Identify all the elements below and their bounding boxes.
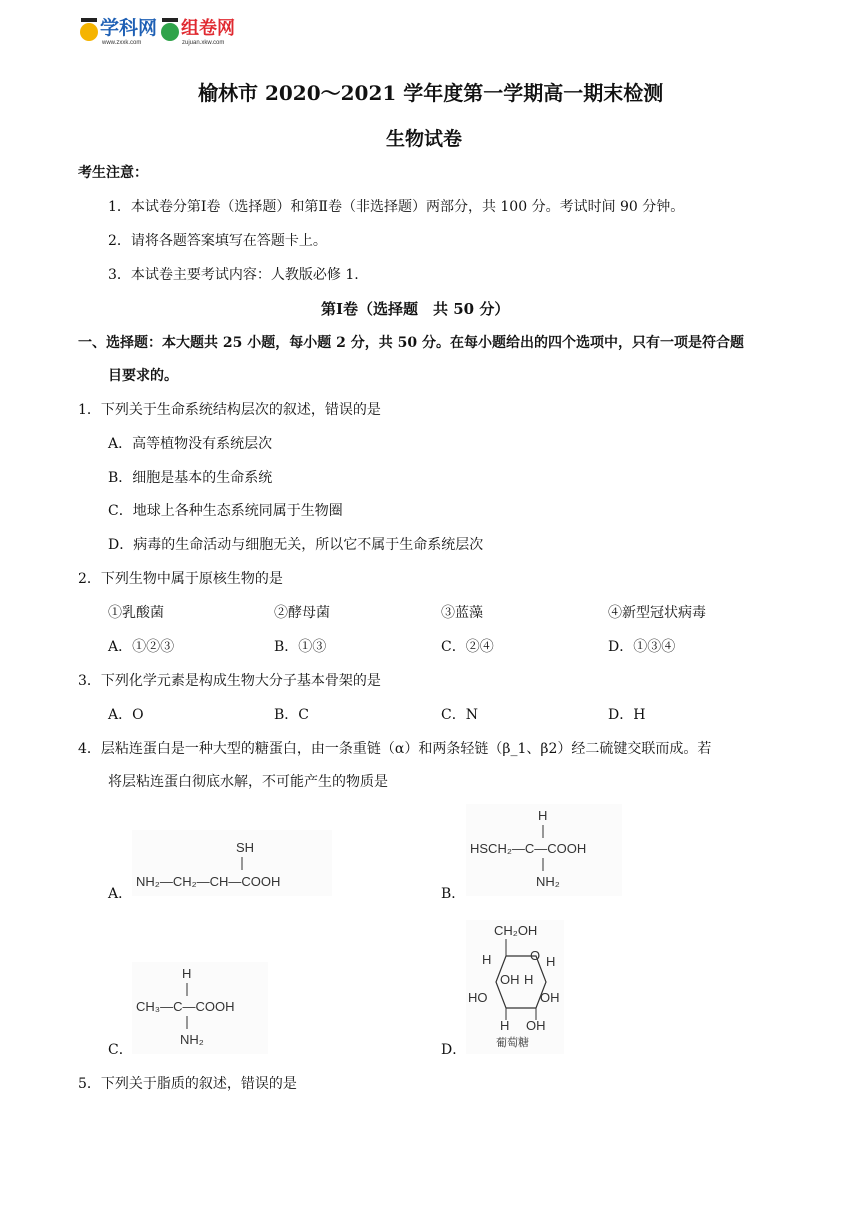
option-c-label: C． — [108, 1042, 133, 1058]
logo-graphic — [78, 12, 250, 46]
question-stem: 1．下列关于生命系统结构层次的叙述，错误的是 — [78, 402, 381, 418]
question-stem: 4．层粘连蛋白是一种大型的糖蛋白，由一条重链（α）和两条轻链（β_1、β2）经二硫键交联而成。若 — [78, 741, 712, 757]
formula-a-image — [132, 830, 332, 896]
glucose-ho: HO — [468, 990, 488, 1005]
option-a: A．①②③ — [108, 639, 175, 655]
glucose-oh: OH — [526, 1018, 546, 1033]
question-stem: 2．下列生物中属于原核生物的是 — [78, 571, 283, 587]
formula-c-image — [132, 962, 268, 1054]
glucose-h: H — [524, 972, 534, 987]
option-d: D．H — [608, 707, 646, 723]
option-c: C．②④ — [441, 639, 494, 655]
item-4: ④新型冠状病毒 — [608, 605, 706, 621]
mascot-icon — [80, 23, 98, 41]
formula-a-main: NH₂—CH₂—CH—COOH — [136, 874, 281, 889]
logo-right-text: 组卷网 — [181, 18, 235, 38]
option-c: C．地球上各种生态系统同属于生物圈 — [108, 503, 343, 519]
option-b: B．①③ — [274, 639, 327, 655]
formula-c-main: CH₃—C—COOH — [136, 999, 235, 1014]
formula-c-top: H — [182, 966, 192, 981]
option-d-label: D． — [441, 1042, 467, 1058]
option-d: D．①③④ — [608, 639, 676, 655]
formula-b-top: H — [538, 808, 548, 823]
formula-b-bottom: NH₂ — [536, 874, 560, 889]
logo — [78, 12, 250, 46]
option-b-label: B． — [441, 886, 466, 902]
formula-b-image — [466, 804, 622, 896]
notice-item: 1．本试卷分第Ⅰ卷（选择题）和第Ⅱ卷（非选择题）两部分，共 100 分。考试时间 90 分钟。 — [108, 199, 685, 215]
mascot-icon-2 — [161, 23, 179, 41]
glucose-ring-o: O — [530, 948, 541, 963]
logo-right-url: zujuan.xkw.com — [182, 40, 225, 46]
question-stem: 5．下列关于脂质的叙述，错误的是 — [78, 1076, 297, 1092]
exam-subject: 生物试卷 — [386, 128, 463, 150]
formula-d-image — [466, 920, 564, 1054]
glucose-h: H — [546, 954, 556, 969]
logo-left-url: www.zxxk.com — [102, 40, 142, 46]
notice-item: 2．请将各题答案填写在答题卡上。 — [108, 233, 327, 249]
glucose-oh: OH — [500, 972, 520, 987]
section-title: 第Ⅰ卷（选择题 共 50 分） — [321, 300, 510, 318]
option-a: A．高等植物没有系统层次 — [108, 436, 273, 452]
option-b: B．C — [274, 707, 309, 723]
option-b: B．细胞是基本的生命系统 — [108, 470, 273, 486]
notice-heading: 考生注意： — [78, 165, 148, 181]
exam-title: 榆林市 2020～2021 学年度第一学期高一期末检测 — [198, 81, 664, 105]
glucose-h: H — [482, 952, 492, 967]
item-3: ③蓝藻 — [441, 605, 483, 621]
notice-item: 3．本试卷主要考试内容：人教版必修 1. — [108, 267, 359, 283]
glucose-h: H — [500, 1018, 510, 1033]
question-stem: 3．下列化学元素是构成生物大分子基本骨架的是 — [78, 673, 381, 689]
formula-a-top: SH — [236, 840, 255, 855]
glucose-ch2oh: CH₂OH — [494, 923, 538, 938]
option-c: C．N — [441, 707, 478, 723]
item-1: ①乳酸菌 — [108, 605, 164, 621]
item-2: ②酵母菌 — [274, 605, 330, 621]
option-d: D．病毒的生命活动与细胞无关，所以它不属于生命系统层次 — [108, 537, 484, 553]
section-instruction: 一、选择题：本大题共 25 小题，每小题 2 分，共 50 分。在每小题给出的四个选项中，只有一项是符合题 — [78, 335, 744, 351]
option-a-label: A． — [108, 886, 133, 902]
formula-b-main: HSCH₂—C—COOH — [470, 841, 587, 856]
formula-c-bottom: NH₂ — [180, 1032, 204, 1047]
glucose-oh: OH — [540, 990, 560, 1005]
question-stem-cont: 将层粘连蛋白彻底水解，不可能产生的物质是 — [108, 774, 388, 790]
section-instruction-cont: 目要求的。 — [108, 368, 178, 384]
glucose-caption: 葡萄糖 — [496, 1036, 529, 1049]
option-a: A．O — [108, 707, 144, 723]
logo-left-text: 学科网 — [100, 18, 158, 39]
